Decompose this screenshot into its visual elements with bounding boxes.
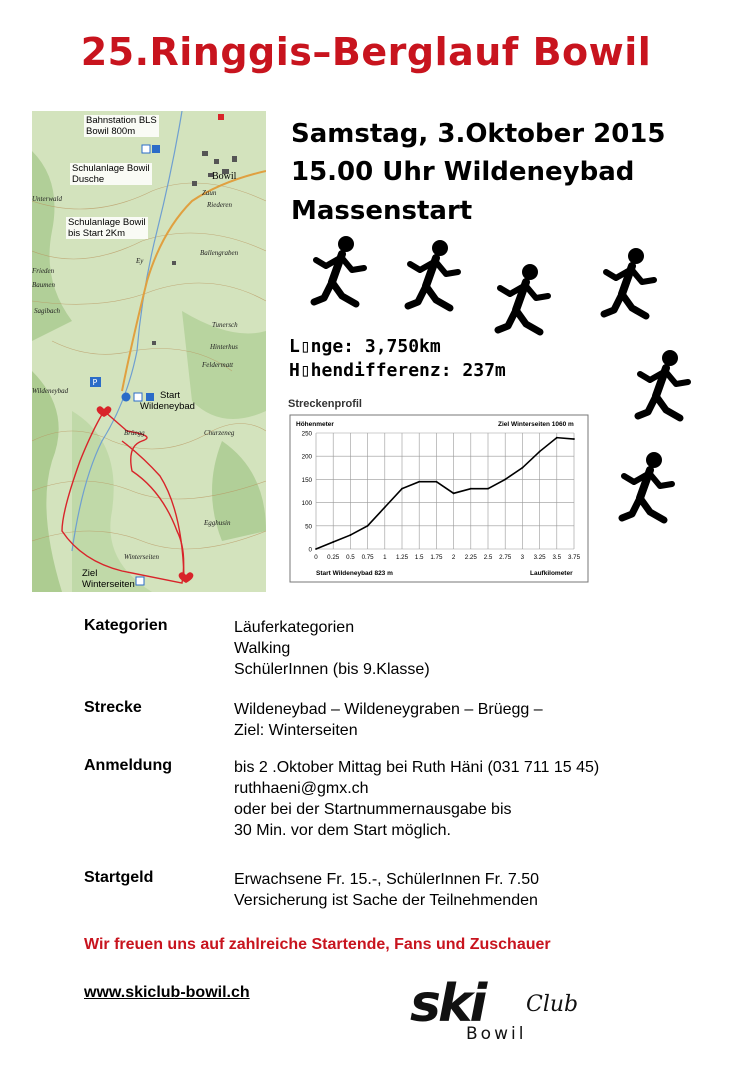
profile-xlabel: Laufkilometer bbox=[530, 570, 573, 577]
y-tick-label: 150 bbox=[301, 476, 312, 484]
profile-start-note: Start Wildeneybad 823 m bbox=[316, 570, 393, 577]
route-line: Ziel: Winterseiten bbox=[234, 722, 358, 739]
route-map bbox=[32, 111, 266, 592]
map-place-6: Brüegg bbox=[124, 429, 145, 437]
map-label-school-start bbox=[66, 217, 148, 239]
map-label-start-line1: Start bbox=[160, 390, 181, 401]
map-label-school-start-line2: bis Start 2Km bbox=[68, 228, 126, 239]
value-registration bbox=[234, 757, 599, 841]
runner-icon-4 bbox=[604, 248, 654, 316]
map-label-station bbox=[84, 115, 159, 137]
label-route: Strecke bbox=[84, 699, 142, 716]
map-label-school-shower-line1: Schulanlage Bowil bbox=[72, 163, 150, 174]
route-line: Wildeneybad – Wildeneygraben – Brüegg – bbox=[234, 701, 543, 718]
profile-data-point bbox=[470, 488, 472, 490]
map-place-4: Hinterhus bbox=[210, 343, 238, 351]
registration-line: bis 2 .Oktober Mittag bei Ruth Häni (031 711 15 45) bbox=[234, 759, 600, 776]
x-tick-label: 2 bbox=[451, 554, 456, 561]
page-title: 25.Ringgis–Berglauf Bowil bbox=[80, 30, 652, 74]
map-label-school-shower-line2: Dusche bbox=[72, 174, 105, 185]
fee-line: Versicherung ist Sache der Teilnehmenden bbox=[234, 892, 538, 909]
registration-email[interactable]: ruthhaeni@gmx.ch bbox=[234, 780, 369, 797]
map-place-11: Frieden bbox=[32, 267, 55, 275]
logo-town-text: Bowil bbox=[466, 1024, 527, 1044]
profile-data-point bbox=[453, 492, 455, 494]
event-date: Samstag, 3.Oktober 2015 bbox=[291, 119, 666, 149]
map-place-15: Feldermatt bbox=[202, 361, 234, 369]
profile-data-point bbox=[401, 488, 403, 490]
map-place-13: Ey bbox=[136, 257, 144, 265]
event-time-place: 15.00 Uhr Wildeneybad bbox=[291, 157, 635, 187]
x-tick-label: 0.75 bbox=[361, 554, 374, 561]
y-tick-label: 250 bbox=[301, 430, 312, 438]
profile-data-point bbox=[487, 488, 489, 490]
map-place-9: Winterseiten bbox=[124, 553, 159, 561]
map-place-7: Wildeneybad bbox=[32, 387, 69, 395]
profile-data-point bbox=[436, 481, 438, 483]
y-tick-label: 0 bbox=[308, 546, 312, 554]
map-label-school-start-line1: Schulanlage Bowil bbox=[68, 217, 146, 228]
map-place-0: Zaun bbox=[202, 189, 217, 197]
value-categories bbox=[234, 617, 430, 680]
map-label-finish-line1: Ziel bbox=[82, 568, 98, 579]
x-tick-label: 3 bbox=[520, 554, 525, 561]
value-route bbox=[234, 699, 543, 741]
elevation-profile bbox=[286, 393, 592, 585]
profile-title: Streckenprofil bbox=[288, 398, 362, 410]
runner-icon-3 bbox=[498, 264, 548, 332]
profile-data-point bbox=[556, 437, 558, 439]
y-tick-label: 100 bbox=[301, 500, 312, 508]
x-tick-label: 2.75 bbox=[499, 554, 512, 561]
map-place-12: Unterwald bbox=[32, 195, 62, 203]
map-town-label: Bowil bbox=[212, 171, 237, 182]
logo-club-text: Club bbox=[526, 992, 579, 1017]
registration-line: 30 Min. vor dem Start möglich. bbox=[234, 822, 451, 839]
map-label-start-line2: Wildeneybad bbox=[140, 401, 195, 412]
map-place-2: Ballengraben bbox=[200, 249, 239, 257]
skiclub-logo-graphic bbox=[408, 975, 598, 1045]
value-entry-fee bbox=[234, 869, 539, 911]
x-tick-label: 0 bbox=[314, 554, 318, 561]
website-link[interactable]: www.skiclub-bowil.ch bbox=[84, 984, 250, 1001]
logo-ski-text: ski bbox=[410, 975, 485, 1034]
profile-data-point bbox=[539, 451, 541, 453]
runner-icon-6 bbox=[622, 452, 672, 520]
profile-data-point bbox=[504, 479, 506, 481]
x-tick-label: 0.5 bbox=[346, 554, 355, 561]
y-tick-label: 50 bbox=[305, 523, 312, 531]
svg-text:P: P bbox=[92, 378, 98, 387]
profile-data-point bbox=[573, 438, 575, 440]
profile-data-point bbox=[332, 541, 334, 543]
x-tick-label: 1 bbox=[383, 554, 387, 561]
map-label-finish-line2: Winterseiten bbox=[82, 579, 135, 590]
map-place-3: Tunersch bbox=[212, 321, 238, 329]
profile-data-point bbox=[384, 506, 386, 508]
profile-data-point bbox=[315, 548, 317, 550]
map-label-station-line2: Bowil 800m bbox=[86, 126, 136, 137]
profile-ylabel: Höhenmeter bbox=[296, 421, 334, 428]
x-tick-label: 1.25 bbox=[395, 554, 409, 561]
map-place-10: Baumen bbox=[32, 281, 55, 289]
x-tick-label: 0.25 bbox=[327, 554, 340, 561]
label-categories: Kategorien bbox=[84, 617, 168, 634]
x-tick-label: 3.5 bbox=[552, 554, 562, 561]
y-tick-label: 200 bbox=[301, 453, 312, 461]
x-tick-label: 1.5 bbox=[414, 554, 424, 561]
runner-icon-1 bbox=[314, 236, 364, 304]
profile-data-point bbox=[367, 525, 369, 527]
elevation-difference: H▯hendifferenz: 237m bbox=[289, 360, 506, 381]
category-line: Läuferkategorien bbox=[234, 619, 355, 636]
runner-icon-2 bbox=[408, 240, 458, 308]
event-start-type: Massenstart bbox=[291, 196, 473, 226]
course-length: L▯nge: 3,750km bbox=[289, 336, 441, 357]
map-place-14: Sagibach bbox=[34, 307, 61, 315]
profile-data-point bbox=[522, 467, 524, 469]
map-place-1: Riederen bbox=[207, 201, 233, 209]
fee-line: Erwachsene Fr. 15.-, SchülerInnen Fr. 7.50 bbox=[234, 871, 540, 888]
map-label-school-shower bbox=[70, 163, 152, 185]
registration-line: oder bei der Startnummernausgabe bis bbox=[234, 801, 512, 818]
map-place-8: Egghusin bbox=[204, 519, 231, 527]
skiclub-logo bbox=[408, 975, 598, 1045]
map-label-start bbox=[140, 390, 197, 412]
x-tick-label: 2.5 bbox=[483, 554, 493, 561]
map-label-finish bbox=[80, 568, 137, 590]
profile-finish-note: Ziel Winterseiten 1060 m bbox=[498, 421, 574, 428]
footer-message: Wir freuen uns auf zahlreiche Startende, Fans und Zuschauer bbox=[84, 936, 551, 953]
x-tick-label: 1.75 bbox=[430, 554, 443, 561]
category-line: Walking bbox=[234, 640, 291, 657]
elevation-profile-chart bbox=[286, 393, 592, 585]
profile-data-point bbox=[418, 481, 420, 483]
category-line: SchülerInnen (bis 9.Klasse) bbox=[234, 661, 430, 678]
x-tick-label: 3.25 bbox=[533, 554, 546, 561]
runner-icon-5 bbox=[638, 350, 688, 418]
x-tick-label: 2.25 bbox=[464, 554, 477, 561]
x-tick-label: 3.75 bbox=[567, 554, 581, 561]
map-place-5: Churzeneg bbox=[204, 429, 235, 437]
profile-data-point bbox=[350, 534, 352, 536]
label-registration: Anmeldung bbox=[84, 757, 172, 774]
map-label-station-line1: Bahnstation BLS bbox=[86, 115, 157, 126]
label-entry-fee: Startgeld bbox=[84, 869, 154, 886]
